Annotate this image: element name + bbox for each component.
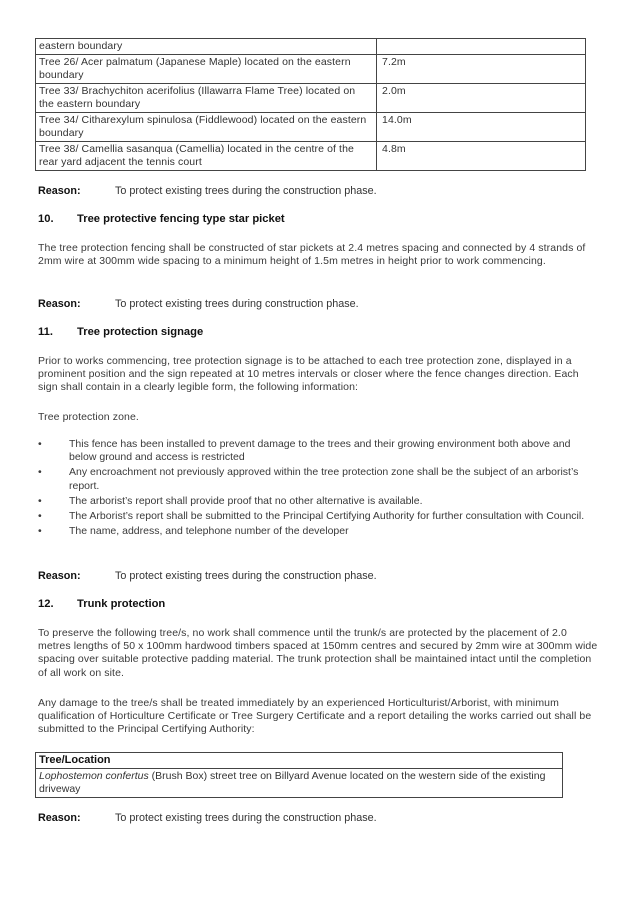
section-number: 11. <box>38 326 53 338</box>
section-12-body-2: Any damage to the tree/s shall be treated immediately by an experienced Horticulturist/Arborist, with minimum qualification of Horticulture Certificate or Tree Surgery Certificate and a report detailing the works carried out shall be submitted to the Principal Certifying Authority: <box>38 697 592 736</box>
reason-label: Reason: <box>38 812 81 824</box>
section-heading-12 <box>38 598 165 610</box>
reason-line <box>38 570 377 582</box>
reason-line <box>38 298 359 310</box>
reason-label: Reason: <box>38 298 81 310</box>
signage-info-list <box>38 438 598 540</box>
list-item: • The Arborist’s report shall be submitted to the Principal Certifying Authority for further consultation with Council. <box>38 510 585 523</box>
table-header-row <box>36 753 563 769</box>
reason-line <box>38 812 377 824</box>
reason-text: To protect existing trees during the construction phase. <box>115 812 377 824</box>
tree-distance-table <box>35 38 586 171</box>
distance-cell: 7.2m <box>377 55 586 84</box>
location-description: (Brush Box) street tree on Billyard Avenue located on the western side of the existing driveway <box>39 770 546 795</box>
reason-label: Reason: <box>38 185 81 197</box>
bullet-icon: • <box>38 525 42 538</box>
list-item: • Any encroachment not previously approved within the tree protection zone shall be the subject of an arborist’s report. <box>38 466 579 492</box>
bullet-icon: • <box>38 494 42 507</box>
column-header: Tree/Location <box>36 753 563 769</box>
section-heading-11 <box>38 326 203 338</box>
reason-text: To protect existing trees during construction phase. <box>115 298 359 310</box>
species-name: Lophostemon confertus <box>39 770 149 782</box>
distance-cell: 14.0m <box>377 113 586 142</box>
list-item: • The arborist’s report shall provide proof that no other alternative is available. <box>38 494 423 507</box>
bullet-icon: • <box>38 510 42 523</box>
section-number: 10. <box>38 213 54 225</box>
table-row <box>36 769 563 798</box>
table-row <box>36 142 586 171</box>
bullet-icon: • <box>38 438 42 450</box>
reason-text: To protect existing trees during the construction phase. <box>115 570 377 582</box>
tree-cell: Tree 38/ Camellia sasanqua (Camellia) located in the centre of the rear yard adjacent the tennis court <box>36 142 377 171</box>
table-row <box>36 84 586 113</box>
table-row <box>36 55 586 84</box>
distance-cell <box>377 39 586 55</box>
distance-cell: 2.0m <box>377 84 586 113</box>
section-10-body: The tree protection fencing shall be constructed of star pickets at 2.4 metres spacing and connected by 4 strands of 2mm wire at 300mm wide spacing to a minimum height of 1.5m metres in height prior to work commencing. <box>38 242 586 268</box>
reason-label: Reason: <box>38 570 81 582</box>
section-number: 12. <box>38 598 54 610</box>
tree-cell: Tree 33/ Brachychiton acerifolius (Illawarra Flame Tree) located on the eastern boundary <box>36 84 377 113</box>
tree-cell: eastern boundary <box>36 39 377 55</box>
zone-label: Tree protection zone. <box>38 411 139 423</box>
section-heading-10 <box>38 213 285 225</box>
reason-line <box>38 185 377 197</box>
table-row <box>36 113 586 142</box>
location-cell <box>36 769 563 798</box>
reason-text: To protect existing trees during the construction phase. <box>115 185 377 197</box>
table-row <box>36 39 586 55</box>
tree-cell: Tree 26/ Acer palmatum (Japanese Maple) located on the eastern boundary <box>36 55 377 84</box>
section-title: Trunk protection <box>77 598 166 610</box>
section-title: Tree protection signage <box>77 326 204 338</box>
list-item: • The name, address, and telephone number of the developer <box>38 525 349 538</box>
tree-location-table <box>35 752 563 798</box>
section-11-body: Prior to works commencing, tree protection signage is to be attached to each tree protection zone, displayed in a prominent position and the sign repeated at 10 metres intervals or closer where the fence changes direction. Each sign shall contain in a clearly legible form, the following information: <box>38 355 579 394</box>
tree-cell: Tree 34/ Citharexylum spinulosa (Fiddlewood) located on the eastern boundary <box>36 113 377 142</box>
section-12-body-1: To preserve the following tree/s, no work shall commence until the trunk/s are protected by the placement of 2.0 metres lengths of 50 x 100mm hardwood timbers spaced at 150mm centres and secured by 2mm wire at 300mm wide spacing over suitable protective padding material. The trunk protection shall be maintained intact until the completion of all work on site. <box>38 627 598 679</box>
list-item: • This fence has been installed to prevent damage to the trees and their growing environment both above and below ground and access is restricted <box>38 438 571 464</box>
distance-cell: 4.8m <box>377 142 586 171</box>
bullet-icon: • <box>38 466 42 479</box>
section-title: Tree protective fencing type star picket <box>77 213 285 225</box>
